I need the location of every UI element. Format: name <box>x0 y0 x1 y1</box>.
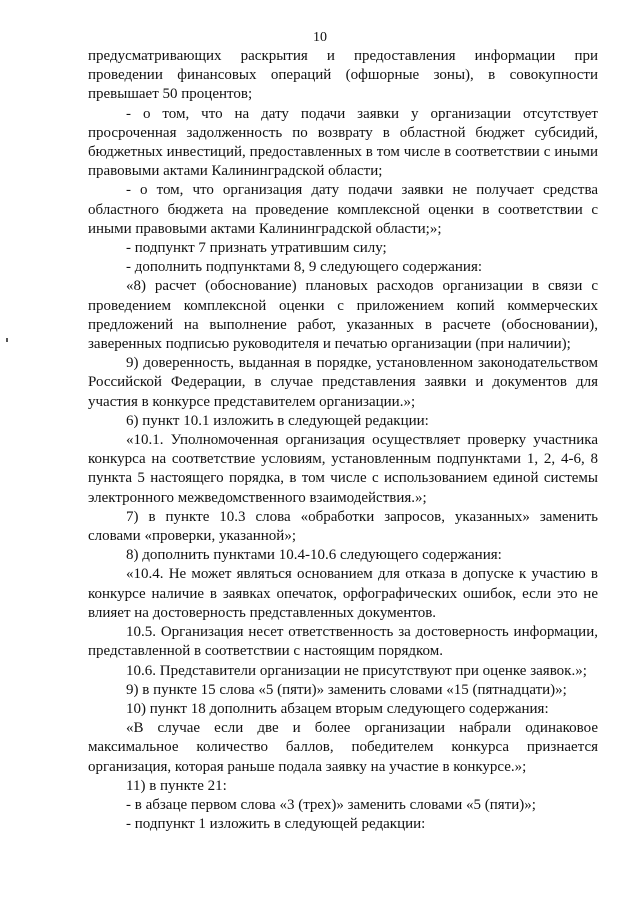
paragraph: «8) расчет (обоснование) плановых расходов организации в связи с проведением комплексной оценки с приложением копий коммерческих предложений на выполнение работ, указанных в расчете (обосновании), заверенных подписью руководителя и печатью организации (при наличии); <box>88 278 598 353</box>
paragraph: предусматривающих раскрытия и предоставления информации при проведении финансовых операций (офшорные зоны), в совокупности превышает 50 процентов; <box>88 48 598 103</box>
paragraph: 10) пункт 18 дополнить абзацем вторым следующего содержания: <box>126 700 549 717</box>
paragraph: «В случае если две и более организации набрали одинаковое максимальное количество баллов, победителем конкурса признается организация, которая раньше подала заявку на участие в конкурсе.»; <box>88 720 598 775</box>
paragraph: «10.1. Уполномоченная организация осуществляет проверку участника конкурса на соответствие условиям, установленным подпунктами 1, 2, 4-6, 8 пункта 5 настоящего порядка, в том числе с использованием единой системы электронного межведомственного взаимодействия.»; <box>88 432 598 506</box>
paragraph: 8) дополнить пунктами 10.4-10.6 следующего содержания: <box>126 547 502 564</box>
paragraph: - о том, что организация дату подачи заявки не получает средства областного бюджета на проведение комплексной оценки в соответствии с иными правовыми актами Калининградской области;»; <box>88 182 598 237</box>
paragraph: «10.4. Не может являться основанием для отказа в допуске к участию в конкурсе наличие в заявках опечаток, орфографических ошибок, если это не влияет на достоверность представленных документов. <box>88 566 598 621</box>
paragraph: 9) доверенность, выданная в порядке, установленном законодательством Российской Федерации, в случае представления заявки и документов для участия в конкурсе представителем организации.»; <box>88 355 598 410</box>
paragraph: 7) в пункте 10.3 слова «обработки запросов, указанных» заменить словами «проверки, указанной»; <box>88 508 598 545</box>
paragraph: - подпункт 7 признать утратившим силу; <box>126 240 387 257</box>
paragraph: 10.5. Организация несет ответственность за достоверность информации, представленной в соответствии с настоящим порядком. <box>88 624 598 660</box>
paragraph: 10.6. Представители организации не присутствуют при оценке заявок.»; <box>126 662 587 679</box>
document-body <box>88 47 598 834</box>
paragraph: 6) пункт 10.1 изложить в следующей редакции: <box>126 412 429 429</box>
paragraph: - дополнить подпунктами 8, 9 следующего содержания: <box>126 259 483 276</box>
paragraph: 11) в пункте 21: <box>126 777 227 794</box>
paragraph: - в абзаце первом слова «3 (трех)» заменить словами «5 (пяти)»; <box>126 796 536 813</box>
paragraph: - о том, что на дату подачи заявки у организации отсутствует просроченная задолженность по возврату в областной бюджет субсидий, бюджетных инвестиций, предоставленных в том числе в соответствии с иными правовыми актами Калининградской области; <box>88 105 598 180</box>
paragraph: 9) в пункте 15 слова «5 (пяти)» заменить словами «15 (пятнадцати)»; <box>126 681 567 698</box>
paragraph: - подпункт 1 изложить в следующей редакции: <box>126 816 426 833</box>
page-number: 10 <box>313 30 327 45</box>
scan-mark <box>6 338 8 342</box>
